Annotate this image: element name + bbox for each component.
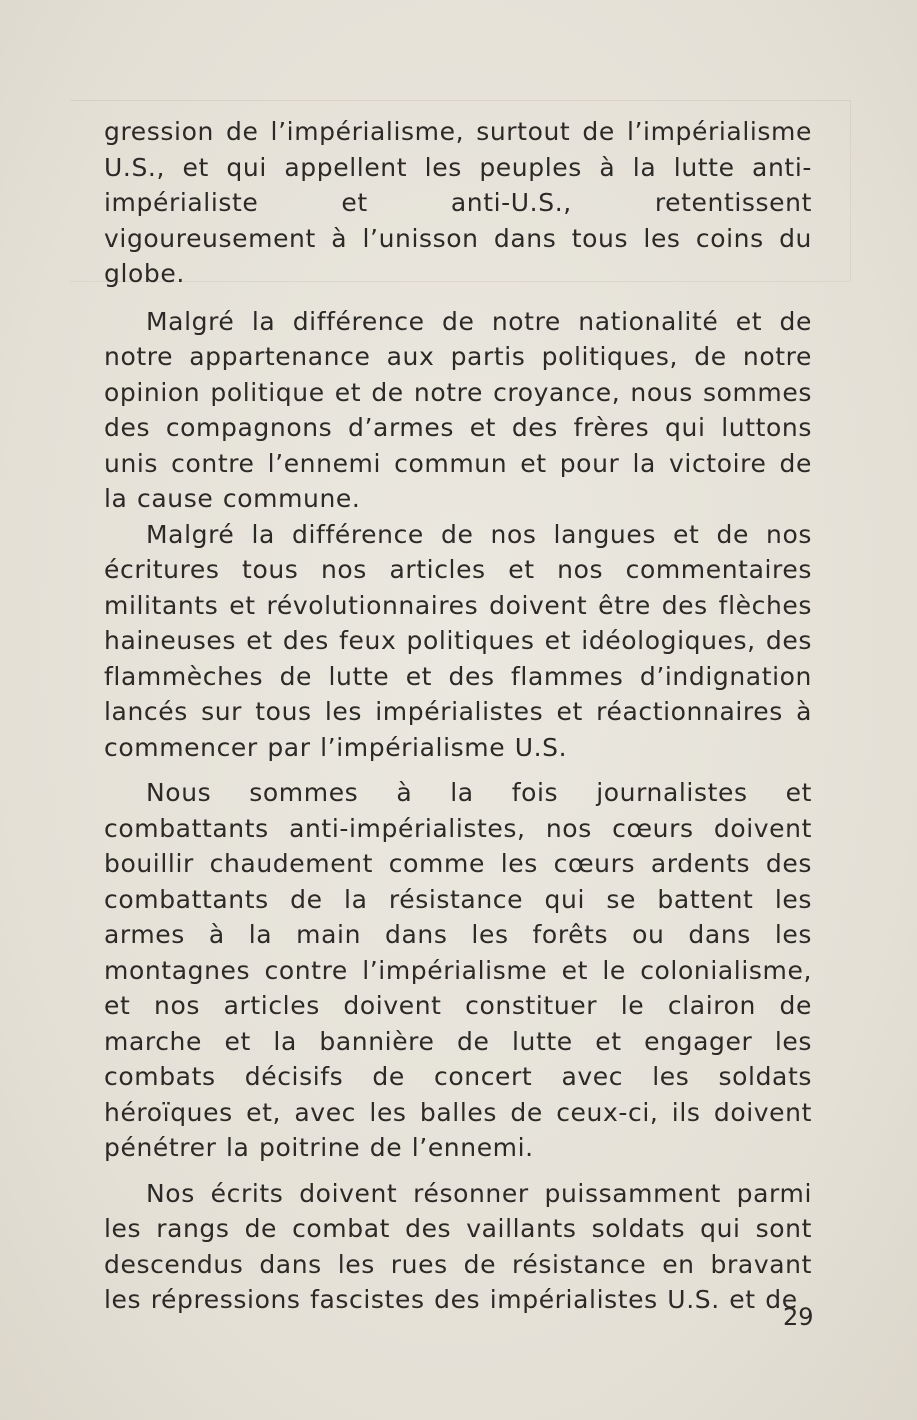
paragraph-nationality: Malgré la différence de notre nationalité et de notre appartenance aux partis politiques, de notre opinion politique et de notre croyance, nous sommes des compagnons d’armes et des frères qui luttons unis contre l’ennemi commun et pour la victoire de la cause commune. [104,306,812,513]
paragraph-continuation: gression de l’impérialisme, surtout de l’impérialisme U.S., et qui appellent les peuples à la lutte anti-impérialiste et anti-U.S., retentissent vigoureusement à l’unisson dans tous les coins du globe. [104,117,812,288]
paragraph-journalists: Nous sommes à la fois journalistes et combattants anti-impérialistes, nos cœurs doivent bouillir chaudement comme les cœurs ardents des combattants de la résistance qui se battent les armes à la main dans les forêts ou dans les montagnes contre l’impérialisme et le colonialisme, et nos articles doivent constituer le clairon de marche et la bannière de lutte et engager les combats décisifs de concert avec les soldats héroïques et, avec les balles de ceux-ci, ils doivent pénétrer la poitrine de l’ennemi. [104,778,812,1162]
paragraph-writings: Nos écrits doivent résonner puissamment parmi les rangs de combat des vaillants soldats qui sont descendus dans les rues de résistance en bravant les répressions fascistes des impérialistes U.S. et de [104,1178,812,1314]
paragraph-languages: Malgré la différence de nos langues et de nos écritures tous nos articles et nos commentaires militants et révolutionnaires doivent être des flèches haineuses et des feux politiques et idéologiques, des flammèches de lutte et des flammes d’indignation lancés sur tous les impérialistes et réactionnaires à commencer par l’impérialisme U.S. [104,519,812,762]
page-number: 29 [783,1303,814,1331]
body-text [104,114,812,1318]
